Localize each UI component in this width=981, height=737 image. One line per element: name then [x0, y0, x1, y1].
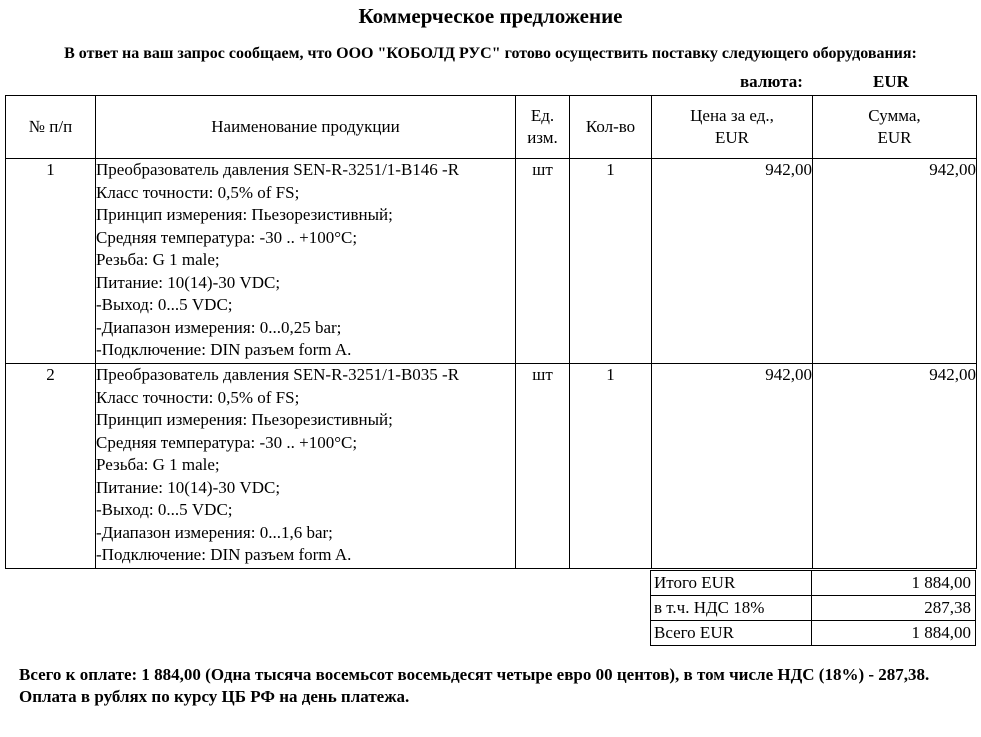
- row-num: 1: [6, 159, 96, 364]
- currency-value: EUR: [873, 72, 909, 91]
- currency-label: валюта:: [740, 72, 803, 91]
- spec-line: -Диапазон измерения: 0...0,25 bar;: [96, 317, 342, 337]
- spec-line: Резьба: G 1 male;: [96, 455, 220, 474]
- header-name: Наименование продукции: [96, 96, 516, 159]
- header-unit-line1: Ед.: [530, 106, 555, 125]
- payment-total-text: Всего к оплате: 1 884,00 (Одна тысяча восемьсот восемьдесят четыре евро 00 центов), в том числе НДС (18%) - 287,38.: [19, 665, 930, 684]
- spec-line: -Диапазон измерения: 0...1,6 bar;: [96, 522, 333, 542]
- subtotal-label: Итого EUR: [651, 571, 812, 596]
- totals-row-vat: [651, 596, 976, 621]
- header-num: № п/п: [6, 96, 96, 159]
- row-unit: шт: [516, 364, 570, 569]
- spec-line: Резьба: G 1 male;: [96, 250, 220, 269]
- spec-line: -Выход: 0...5 VDC;: [96, 295, 233, 314]
- header-unit-line2: изм.: [527, 128, 558, 147]
- header-sum-line2: EUR: [877, 128, 912, 147]
- product-name: Преобразователь давления SEN-R-3251/1-B146 -R: [96, 160, 460, 179]
- vat-value: 287,38: [812, 596, 976, 621]
- spec-line: Питание: 10(14)-30 VDC;: [96, 477, 281, 497]
- product-name: Преобразователь давления SEN-R-3251/1-B035 -R: [96, 365, 460, 384]
- header-price-line2: EUR: [715, 128, 749, 147]
- row-num: 2: [6, 364, 96, 569]
- header-price-line1: Цена за ед.,: [690, 106, 774, 125]
- total-label: Всего EUR: [651, 621, 812, 646]
- row-description: [96, 159, 516, 364]
- row-description: [96, 364, 516, 569]
- spec-line: Средняя температура: -30 .. +100°C;: [96, 227, 358, 247]
- row-sum: 942,00: [813, 364, 977, 569]
- totals-table: [650, 570, 976, 646]
- spec-line: Принцип измерения: Пьезорезистивный;: [96, 205, 393, 224]
- table-row: [6, 159, 977, 364]
- subtotal-value: 1 884,00: [812, 571, 976, 596]
- totals-row-subtotal: [651, 571, 976, 596]
- row-price: 942,00: [652, 159, 813, 364]
- table-row: [6, 364, 977, 569]
- intro-text: В ответ на ваш запрос сообщаем, что ООО "КОБОЛД РУС" готово осуществить поставку следующего оборудования:: [64, 45, 917, 62]
- row-sum: 942,00: [813, 159, 977, 364]
- row-price: 942,00: [652, 364, 813, 569]
- table-header-row: [6, 96, 977, 159]
- row-qty: 1: [570, 159, 652, 364]
- products-table: [5, 95, 977, 569]
- header-sum-line1: Сумма,: [868, 106, 921, 125]
- spec-line: Питание: 10(14)-30 VDC;: [96, 272, 281, 292]
- spec-line: Класс точности: 0,5% of FS;: [96, 387, 300, 407]
- spec-line: Принцип измерения: Пьезорезистивный;: [96, 410, 393, 429]
- payment-terms-text: Оплата в рублях по курсу ЦБ РФ на день платежа.: [19, 687, 410, 706]
- spec-line: -Подключение: DIN разъем form A.: [96, 340, 352, 359]
- spec-line: -Подключение: DIN разъем form A.: [96, 545, 352, 564]
- totals-row-total: [651, 621, 976, 646]
- header-price: [652, 96, 813, 159]
- vat-label: в т.ч. НДС 18%: [651, 596, 812, 621]
- header-unit: [516, 96, 570, 159]
- header-qty: Кол-во: [570, 96, 652, 159]
- spec-line: Средняя температура: -30 .. +100°C;: [96, 432, 358, 452]
- document-title: Коммерческое предложение: [358, 4, 623, 28]
- spec-line: Класс точности: 0,5% of FS;: [96, 182, 300, 202]
- row-qty: 1: [570, 364, 652, 569]
- spec-line: -Выход: 0...5 VDC;: [96, 500, 233, 519]
- total-value: 1 884,00: [812, 621, 976, 646]
- payment-summary: [19, 664, 959, 708]
- row-unit: шт: [516, 159, 570, 364]
- header-sum: [813, 96, 977, 159]
